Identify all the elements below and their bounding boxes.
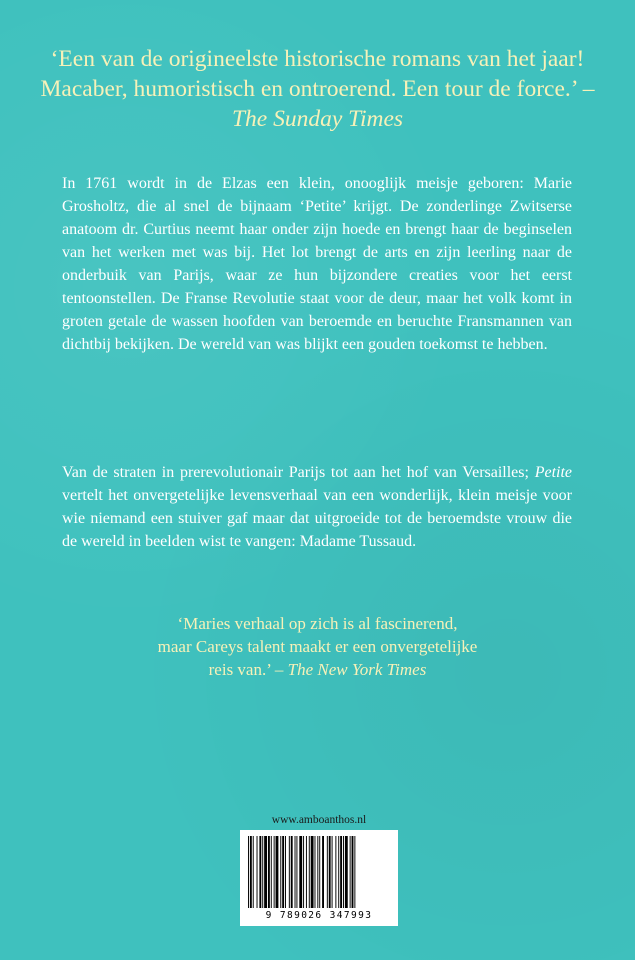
blurb-paragraph-2-text — [62, 461, 572, 553]
bottom-quote-line-2: maar Careys talent maakt er een onvergetelijke — [157, 637, 478, 656]
blurb-p2-start: Van de straten in prerevolutionair Parijs tot aan het hof van Versailles; — [62, 464, 535, 481]
bottom-quote-line-1: ‘Maries verhaal op zich is al fascinerend, — [177, 614, 458, 633]
blurb-p2-end: vertelt het onvergetelijke levensverhaal van een wonderlijk, klein meisje voor wie niemand een stuiver gaf maar dat uitgroeide tot de beroemdste vrouw die de wereld in beelden wist te vangen: Madame Tussaud. — [62, 487, 572, 550]
blurb-paragraph-2 — [62, 461, 572, 553]
barcode-bars — [240, 830, 398, 910]
blurb-paragraph-1 — [62, 172, 572, 356]
bottom-quote-source: The New York Times — [287, 660, 427, 679]
top-review-quote — [30, 44, 605, 134]
bottom-review-quote — [60, 612, 575, 681]
publisher-url: www.amboanthos.nl — [271, 814, 367, 826]
blurb-paragraph-1-text: In 1761 wordt in de Elzas een klein, onooglijk meisje geboren: Marie Grosholtz, die al snel de bijnaam ‘Petite’ krijgt. De zonderlinge Zwitserse anatoom dr. Curtius neemt haar onder zijn hoede en brengt haar de beginselen van het werken met was bij. Het lot brengt de arts en zijn leerling naar de onderbuik van Parijs, waar ze hun bijzondere creaties voor het eerst tentoonstellen. De Franse Revolutie staat voor de deur, maar het volk komt in groten getale de wassen hoofden van beroemde en beruchte Fransmannen van dichtbij bekijken. De wereld van was blijkt een gouden toekomst te hebben. — [62, 175, 572, 353]
isbn-digits: 9 789026 347993 — [265, 910, 373, 921]
isbn-barcode — [240, 830, 398, 926]
bottom-quote-line-3 — [60, 658, 575, 681]
bottom-quote-line-3-text: reis van.’ – — [208, 660, 288, 679]
blurb-p2-book-title: Petite — [534, 464, 572, 481]
top-quote-text: ‘Een van de origineelste historische romans van het jaar! Macaber, humoristisch en ontroerend. Een tour de force.’ – — [40, 46, 595, 102]
top-quote-source: The Sunday Times — [231, 106, 404, 132]
